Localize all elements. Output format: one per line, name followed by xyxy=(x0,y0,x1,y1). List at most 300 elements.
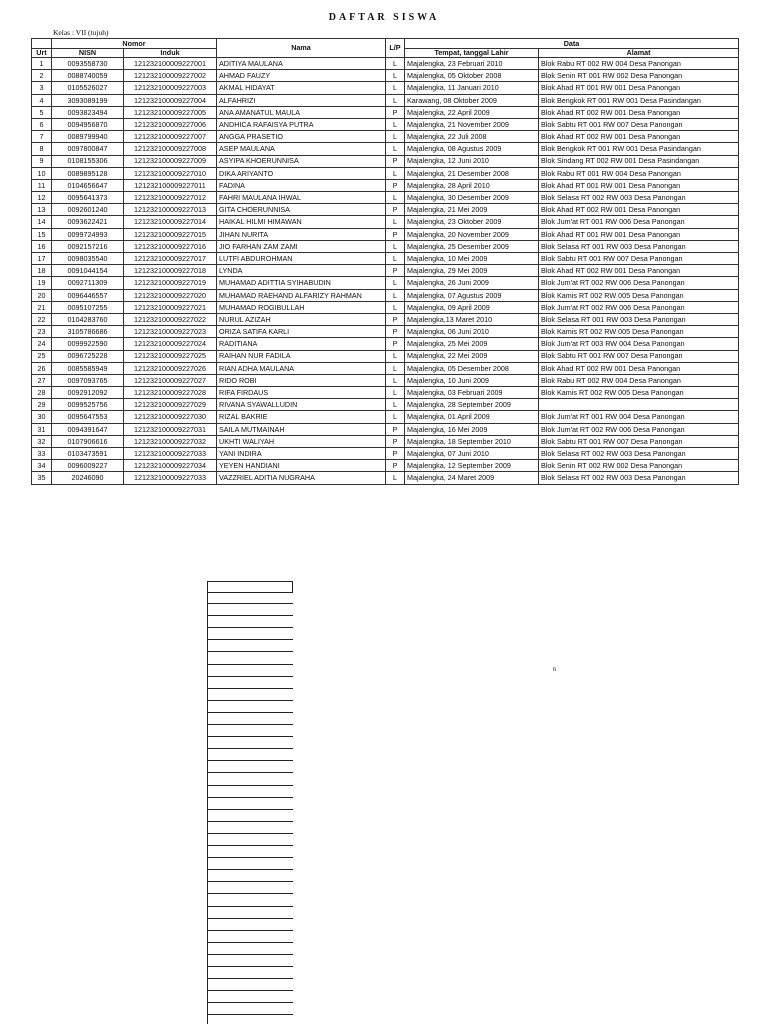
table-row xyxy=(32,362,739,374)
table-row xyxy=(32,387,739,399)
cell-lp: L xyxy=(386,82,405,94)
cell-lp: P xyxy=(386,265,405,277)
cell-urt: 33 xyxy=(32,448,52,460)
table-row xyxy=(32,70,739,82)
cell-nama: ANA AMANATUL MAULA xyxy=(217,106,386,118)
cell-nama: MUHAMAD RAEHAND ALFARIZY RAHMAN xyxy=(217,289,386,301)
table-row xyxy=(32,277,739,289)
cell-lp: L xyxy=(386,131,405,143)
cell-nama: GITA CHOERUNNISA xyxy=(217,204,386,216)
cell-nama: JIO FARHAN ZAM ZAMI xyxy=(217,240,386,252)
cell-induk: 121232100009227017 xyxy=(124,253,217,265)
stub-rule-line xyxy=(208,930,293,931)
cell-nisn: 3105786686 xyxy=(52,326,124,338)
cell-lp: L xyxy=(386,70,405,82)
cell-alamat: Blok Bengkok RT 001 RW 001 Desa Pasindangan xyxy=(539,143,739,155)
cell-urt: 10 xyxy=(32,167,52,179)
cell-induk: 121232100009227021 xyxy=(124,301,217,313)
cell-nisn: 0092157216 xyxy=(52,240,124,252)
stub-rule-line xyxy=(208,736,293,737)
cell-urt: 18 xyxy=(32,265,52,277)
cell-induk: 121232100009227029 xyxy=(124,399,217,411)
cell-nisn: 0094956870 xyxy=(52,118,124,130)
cell-alamat: Blok Jum'at RT 001 RW 004 Desa Panongan xyxy=(539,411,739,423)
cell-alamat: Blok Sabtu RT 001 RW 007 Desa Panongan xyxy=(539,350,739,362)
stub-rule-line xyxy=(208,954,293,955)
cell-nama: MUHAMAD ADITTIA SYIHABUDIN xyxy=(217,277,386,289)
cell-lp: L xyxy=(386,240,405,252)
header-data: Data xyxy=(405,39,739,49)
cell-urt: 4 xyxy=(32,94,52,106)
header-urt-spacer xyxy=(32,39,52,49)
cell-lp: P xyxy=(386,435,405,447)
cell-nisn: 0092912092 xyxy=(52,387,124,399)
cell-nama: ANGGA PRASETIO xyxy=(217,131,386,143)
cell-ttl: Majalengka, 09 April 2009 xyxy=(405,301,539,313)
stub-rule-line xyxy=(208,603,293,604)
table-row xyxy=(32,423,739,435)
cell-nisn: 0098035540 xyxy=(52,253,124,265)
header-induk: Induk xyxy=(124,48,217,58)
cell-induk: 121232100009227008 xyxy=(124,143,217,155)
cell-alamat: Blok Bengkok RT 001 RW 001 Desa Pasindangan xyxy=(539,94,739,106)
table-row xyxy=(32,240,739,252)
cell-ttl: Majalengka, 21 Mei 2009 xyxy=(405,204,539,216)
cell-alamat: Blok Senin RT 002 RW 002 Desa Panongan xyxy=(539,460,739,472)
stub-rule-line xyxy=(208,809,293,810)
cell-lp: P xyxy=(386,423,405,435)
cell-urt: 6 xyxy=(32,118,52,130)
cell-lp: L xyxy=(386,143,405,155)
cell-nama: RIFA FIRDAUS xyxy=(217,387,386,399)
cell-alamat: Blok Kamis RT 002 RW 005 Desa Panongan xyxy=(539,289,739,301)
cell-lp: L xyxy=(386,301,405,313)
table-row xyxy=(32,301,739,313)
header-row-top xyxy=(32,39,739,49)
cell-nisn: 0085585949 xyxy=(52,362,124,374)
stub-rule-line xyxy=(208,978,293,979)
cell-nama: JIHAN NURITA xyxy=(217,228,386,240)
cell-ttl: Majalengka, 25 Mei 2009 xyxy=(405,338,539,350)
cell-nisn: 0103473591 xyxy=(52,448,124,460)
stub-rule-line xyxy=(208,1002,293,1003)
cell-alamat: Blok Ahad RT 002 RW 001 Desa Panongan xyxy=(539,106,739,118)
stub-rule-line xyxy=(208,724,293,725)
cell-ttl: Majalengka, 23 Oktober 2009 xyxy=(405,216,539,228)
cell-nama: AHMAD FAUZY xyxy=(217,70,386,82)
cell-ttl: Majalengka, 12 September 2009 xyxy=(405,460,539,472)
cell-alamat: Blok Jum'at RT 003 RW 004 Desa Panongan xyxy=(539,338,739,350)
cell-urt: 24 xyxy=(32,338,52,350)
cell-nisn: 0093622421 xyxy=(52,216,124,228)
cell-ttl: Majalengka, 11 Januari 2010 xyxy=(405,82,539,94)
table-row xyxy=(32,265,739,277)
cell-urt: 27 xyxy=(32,374,52,386)
cell-ttl: Majalengka, 05 Oktober 2008 xyxy=(405,70,539,82)
cell-lp: P xyxy=(386,228,405,240)
cell-alamat: Blok Ahad RT 002 RW 001 Desa Panongan xyxy=(539,362,739,374)
cell-nisn: 0093823494 xyxy=(52,106,124,118)
table-row xyxy=(32,472,739,484)
stub-rule-line xyxy=(208,664,293,665)
cell-ttl: Majalengka, 10 Mei 2009 xyxy=(405,253,539,265)
cell-lp: L xyxy=(386,253,405,265)
cell-induk: 121232100009227025 xyxy=(124,350,217,362)
table-row xyxy=(32,179,739,191)
cell-induk: 121232100009227003 xyxy=(124,82,217,94)
cell-ttl: Majalengka, 16 Mei 2009 xyxy=(405,423,539,435)
header-nisn: NISN xyxy=(52,48,124,58)
cell-nisn: 20246090 xyxy=(52,472,124,484)
cell-induk: 121232100009227004 xyxy=(124,94,217,106)
cell-nisn: 0107906616 xyxy=(52,435,124,447)
cell-alamat: Blok Ahad RT 001 RW 001 Desa Panongan xyxy=(539,228,739,240)
stub-rule-line xyxy=(208,615,293,616)
cell-nisn: 0105526027 xyxy=(52,82,124,94)
cell-lp: L xyxy=(386,350,405,362)
cell-lp: L xyxy=(386,387,405,399)
cell-induk: 121232100009227019 xyxy=(124,277,217,289)
cell-nama: FAHRI MAULANA IHWAL xyxy=(217,192,386,204)
cell-urt: 22 xyxy=(32,313,52,325)
cell-induk: 121232100009227018 xyxy=(124,265,217,277)
cell-ttl: Karawang, 08 Oktober 2009 xyxy=(405,94,539,106)
stub-rule-line xyxy=(208,627,293,628)
cell-nisn: 0092601240 xyxy=(52,204,124,216)
table-row xyxy=(32,106,739,118)
cell-nama: RAIHAN NUR FADILA xyxy=(217,350,386,362)
stub-rule-line xyxy=(208,990,293,991)
cell-induk: 121232100009227012 xyxy=(124,192,217,204)
stub-rule-line xyxy=(208,966,293,967)
cell-induk: 121232100009227015 xyxy=(124,228,217,240)
stub-rule-line xyxy=(208,918,293,919)
cell-urt: 7 xyxy=(32,131,52,143)
cell-nama: ASYIPA KHOERUNNISA xyxy=(217,155,386,167)
cell-induk: 121232100009227006 xyxy=(124,118,217,130)
cell-nama: MUHAMAD ROGIBULLAH xyxy=(217,301,386,313)
header-ttl: Tempat, tanggal Lahir xyxy=(405,48,539,58)
cell-nisn: 0095647553 xyxy=(52,411,124,423)
cell-induk: 121232100009227010 xyxy=(124,167,217,179)
cell-alamat: Blok Kamis RT 002 RW 005 Desa Panongan xyxy=(539,387,739,399)
cell-nisn: 0091044154 xyxy=(52,265,124,277)
cell-nisn: 0099922590 xyxy=(52,338,124,350)
cell-lp: L xyxy=(386,362,405,374)
cell-ttl: Majalengka, 28 September 2009 xyxy=(405,399,539,411)
cell-nama: DIKA ARIYANTO xyxy=(217,167,386,179)
table-row xyxy=(32,448,739,460)
table-row xyxy=(32,313,739,325)
cell-urt: 25 xyxy=(32,350,52,362)
stub-rule-line xyxy=(208,760,293,761)
stub-rule-line xyxy=(208,942,293,943)
cell-nama: LUTFI ABDUROHMAN xyxy=(217,253,386,265)
stub-rule-line xyxy=(208,833,293,834)
cell-nama: RIZAL BAKRIE xyxy=(217,411,386,423)
table-row xyxy=(32,204,739,216)
cell-nama: RIAN ADHA MAULANA xyxy=(217,362,386,374)
table-row xyxy=(32,216,739,228)
cell-urt: 30 xyxy=(32,411,52,423)
cell-lp: L xyxy=(386,374,405,386)
stub-rule-line xyxy=(208,785,293,786)
student-table-body xyxy=(32,58,739,485)
cell-urt: 26 xyxy=(32,362,52,374)
cell-urt: 19 xyxy=(32,277,52,289)
cell-nama: HAIKAL HILMI HIMAWAN xyxy=(217,216,386,228)
cell-ttl: Majalengka, 22 April 2009 xyxy=(405,106,539,118)
cell-induk: 121232100009227002 xyxy=(124,70,217,82)
cell-induk: 121232100009227028 xyxy=(124,387,217,399)
table-row xyxy=(32,338,739,350)
stub-rule-line xyxy=(208,821,293,822)
cell-nisn: 0096725228 xyxy=(52,350,124,362)
header-urt: Urt xyxy=(32,48,52,58)
cell-alamat: Blok Rabu RT 002 RW 004 Desa Panongan xyxy=(539,374,739,386)
table-row xyxy=(32,94,739,106)
cell-ttl: Majalengka,13 Maret 2010 xyxy=(405,313,539,325)
stub-rule-line xyxy=(208,772,293,773)
page-title: DAFTAR SISWA xyxy=(328,12,440,23)
stub-rule-line xyxy=(208,869,293,870)
cell-lp: P xyxy=(386,448,405,460)
cell-nama: YANI INDIRA xyxy=(217,448,386,460)
cell-lp: L xyxy=(386,167,405,179)
cell-ttl: Majalengka, 06 Juni 2010 xyxy=(405,326,539,338)
cell-ttl: Majalengka, 22 Mei 2009 xyxy=(405,350,539,362)
cell-induk: 121232100009227011 xyxy=(124,179,217,191)
header-nomor: Nomor xyxy=(52,39,217,49)
cell-lp: P xyxy=(386,106,405,118)
table-row xyxy=(32,82,739,94)
stub-rule-line xyxy=(208,893,293,894)
cell-lp: L xyxy=(386,192,405,204)
cell-nama: UKHTI WALIYAH xyxy=(217,435,386,447)
table-row xyxy=(32,118,739,130)
stub-rule-line xyxy=(208,1014,293,1015)
table-row xyxy=(32,326,739,338)
cell-alamat: Blok Selasa RT 001 RW 003 Desa Panongan xyxy=(539,240,739,252)
cell-nisn: 0097093765 xyxy=(52,374,124,386)
stub-rule-line xyxy=(208,845,293,846)
cell-ttl: Majalengka, 10 Juni 2009 xyxy=(405,374,539,386)
cell-induk: 121232100009227016 xyxy=(124,240,217,252)
cell-induk: 121232100009227026 xyxy=(124,362,217,374)
cell-induk: 121232100009227020 xyxy=(124,289,217,301)
cell-urt: 23 xyxy=(32,326,52,338)
table-row xyxy=(32,228,739,240)
stub-box xyxy=(208,581,293,593)
table-row xyxy=(32,350,739,362)
cell-alamat: Blok Jum'at RT 002 RW 006 Desa Panongan xyxy=(539,301,739,313)
cell-nama: ALFAHRIZI xyxy=(217,94,386,106)
class-label: Kelas : VII (tujuh) xyxy=(53,28,109,37)
cell-nisn: 0092711309 xyxy=(52,277,124,289)
cell-lp: L xyxy=(386,216,405,228)
cell-nama: ASEP MAULANA xyxy=(217,143,386,155)
table-row xyxy=(32,167,739,179)
cell-lp: L xyxy=(386,94,405,106)
cell-nama: VAZZRIEL ADITIA NUGRAHA xyxy=(217,472,386,484)
stub-rule-line xyxy=(208,639,293,640)
cell-nisn: 0096446557 xyxy=(52,289,124,301)
cell-ttl: Majalengka, 08 Agustus 2009 xyxy=(405,143,539,155)
cell-ttl: Majalengka, 07 Agustus 2009 xyxy=(405,289,539,301)
cell-lp: P xyxy=(386,155,405,167)
cell-alamat: Blok Sabtu RT 001 RW 007 Desa Panongan xyxy=(539,118,739,130)
stub-rule-line xyxy=(208,700,293,701)
cell-urt: 20 xyxy=(32,289,52,301)
cell-induk: 121232100009227034 xyxy=(124,460,217,472)
cell-lp: L xyxy=(386,472,405,484)
cell-induk: 121232100009227013 xyxy=(124,204,217,216)
cell-nama: ANDHICA RAFAISYA PUTRA xyxy=(217,118,386,130)
empty-form-stub xyxy=(207,581,293,1024)
cell-nisn: 3093089199 xyxy=(52,94,124,106)
cell-alamat: Blok Rabu RT 001 RW 004 Desa Panongan xyxy=(539,167,739,179)
cell-ttl: Majalengka, 12 Juni 2010 xyxy=(405,155,539,167)
cell-nisn: 0094391647 xyxy=(52,423,124,435)
cell-alamat: Blok Sabtu RT 001 RW 007 Desa Panongan xyxy=(539,253,739,265)
cell-urt: 28 xyxy=(32,387,52,399)
cell-lp: P xyxy=(386,204,405,216)
cell-urt: 31 xyxy=(32,423,52,435)
table-row xyxy=(32,192,739,204)
stub-rule-line xyxy=(208,857,293,858)
cell-lp: L xyxy=(386,289,405,301)
cell-nisn: 0095107255 xyxy=(52,301,124,313)
cell-urt: 13 xyxy=(32,204,52,216)
cell-nisn: 0089895128 xyxy=(52,167,124,179)
cell-urt: 11 xyxy=(32,179,52,191)
cell-ttl: Majalengka, 22 Juli 2008 xyxy=(405,131,539,143)
cell-nisn: 0095641373 xyxy=(52,192,124,204)
table-row xyxy=(32,253,739,265)
cell-alamat: Blok Ahad RT 002 RW 001 Desa Panongan xyxy=(539,131,739,143)
cell-alamat: Blok Jum'at RT 001 RW 006 Desa Panongan xyxy=(539,216,739,228)
cell-nama: RIVANA SYAWALLUDIN xyxy=(217,399,386,411)
cell-alamat: Blok Sabtu RT 001 RW 007 Desa Panongan xyxy=(539,435,739,447)
cell-urt: 35 xyxy=(32,472,52,484)
cell-nama: RIDO ROBI xyxy=(217,374,386,386)
cell-induk: 121232100009227009 xyxy=(124,155,217,167)
student-table xyxy=(31,38,739,485)
cell-induk: 121232100009227032 xyxy=(124,435,217,447)
stub-rule-line xyxy=(208,651,293,652)
cell-induk: 121232100009227030 xyxy=(124,411,217,423)
cell-urt: 15 xyxy=(32,228,52,240)
stub-rule-line xyxy=(208,797,293,798)
cell-nisn: 0099525756 xyxy=(52,399,124,411)
cell-urt: 17 xyxy=(32,253,52,265)
cell-urt: 14 xyxy=(32,216,52,228)
cell-induk: 121232100009227027 xyxy=(124,374,217,386)
cell-urt: 2 xyxy=(32,70,52,82)
cell-ttl: Majalengka, 21 November 2009 xyxy=(405,118,539,130)
cell-urt: 5 xyxy=(32,106,52,118)
cell-nama: YEYEN HANDIANI xyxy=(217,460,386,472)
cell-lp: P xyxy=(386,179,405,191)
table-row xyxy=(32,58,739,70)
table-row xyxy=(32,155,739,167)
cell-induk: 121232100009227024 xyxy=(124,338,217,350)
cell-nisn: 0093558730 xyxy=(52,58,124,70)
stub-rule-line xyxy=(208,712,293,713)
cell-urt: 32 xyxy=(32,435,52,447)
table-row xyxy=(32,374,739,386)
stub-rule-line xyxy=(208,676,293,677)
cell-nisn: 0104283760 xyxy=(52,313,124,325)
table-row xyxy=(32,143,739,155)
cell-urt: 9 xyxy=(32,155,52,167)
cell-ttl: Majalengka, 26 Juni 2009 xyxy=(405,277,539,289)
cell-ttl: Majalengka, 29 Mei 2009 xyxy=(405,265,539,277)
cell-ttl: Majalengka, 24 Maret 2009 xyxy=(405,472,539,484)
cell-ttl: Majalengka, 25 Desember 2009 xyxy=(405,240,539,252)
cell-alamat: Blok Selasa RT 002 RW 003 Desa Panongan xyxy=(539,472,739,484)
cell-nisn: 0088740059 xyxy=(52,70,124,82)
cell-alamat: Blok Ahad RT 002 RW 001 Desa Panongan xyxy=(539,204,739,216)
cell-nisn: 0097800847 xyxy=(52,143,124,155)
table-row xyxy=(32,460,739,472)
cell-urt: 8 xyxy=(32,143,52,155)
cell-induk: 121232100009227007 xyxy=(124,131,217,143)
cell-alamat: Blok Rabu RT 002 RW 004 Desa Panongan xyxy=(539,58,739,70)
cell-nama: ORIZA SATIFA KARLI xyxy=(217,326,386,338)
cell-nisn: 0099724993 xyxy=(52,228,124,240)
cell-ttl: Majalengka, 28 April 2010 xyxy=(405,179,539,191)
cell-nisn: 0089799940 xyxy=(52,131,124,143)
cell-induk: 121232100009227014 xyxy=(124,216,217,228)
cell-nama: NURUL AZIZAH xyxy=(217,313,386,325)
header-alamat: Alamat xyxy=(539,48,739,58)
cell-alamat: Blok Senin RT 001 RW 002 Desa Panongan xyxy=(539,70,739,82)
cell-nama: SAILA MUTMAINAH xyxy=(217,423,386,435)
cell-ttl: Majalengka, 18 September 2010 xyxy=(405,435,539,447)
cell-induk: 121232100009227023 xyxy=(124,326,217,338)
cell-urt: 21 xyxy=(32,301,52,313)
cell-nama: AKMAL HIDAYAT xyxy=(217,82,386,94)
cell-nisn: 0108155306 xyxy=(52,155,124,167)
cell-lp: P xyxy=(386,338,405,350)
table-row xyxy=(32,411,739,423)
cell-ttl: Majalengka, 07 Juni 2010 xyxy=(405,448,539,460)
cell-ttl: Majalengka, 03 Februari 2009 xyxy=(405,387,539,399)
cell-ttl: Majalengka, 05 Desember 2008 xyxy=(405,362,539,374)
cell-alamat: Blok Kamis RT 002 RW 005 Desa Panongan xyxy=(539,326,739,338)
cell-induk: 121232100009227031 xyxy=(124,423,217,435)
cell-urt: 12 xyxy=(32,192,52,204)
cell-ttl: Majalengka, 21 Desember 2008 xyxy=(405,167,539,179)
cell-urt: 16 xyxy=(32,240,52,252)
cell-lp: P xyxy=(386,313,405,325)
cell-urt: 29 xyxy=(32,399,52,411)
stub-rule-line xyxy=(208,881,293,882)
cell-nama: RADITIANA xyxy=(217,338,386,350)
cell-lp: P xyxy=(386,326,405,338)
cell-alamat: Blok Selasa RT 001 RW 003 Desa Panongan xyxy=(539,313,739,325)
cell-nisn: 0104656647 xyxy=(52,179,124,191)
cell-alamat: Blok Sindang RT 002 RW 001 Desa Pasindangan xyxy=(539,155,739,167)
cell-alamat: Blok Selasa RT 002 RW 003 Desa Panongan xyxy=(539,192,739,204)
cell-ttl: Majalengka, 20 November 2009 xyxy=(405,228,539,240)
cell-alamat: Blok Jum'at RT 002 RW 006 Desa Panongan xyxy=(539,277,739,289)
cell-alamat xyxy=(539,399,739,411)
cell-nama: FADINA xyxy=(217,179,386,191)
cell-induk: 121232100009227022 xyxy=(124,313,217,325)
cell-lp: L xyxy=(386,411,405,423)
